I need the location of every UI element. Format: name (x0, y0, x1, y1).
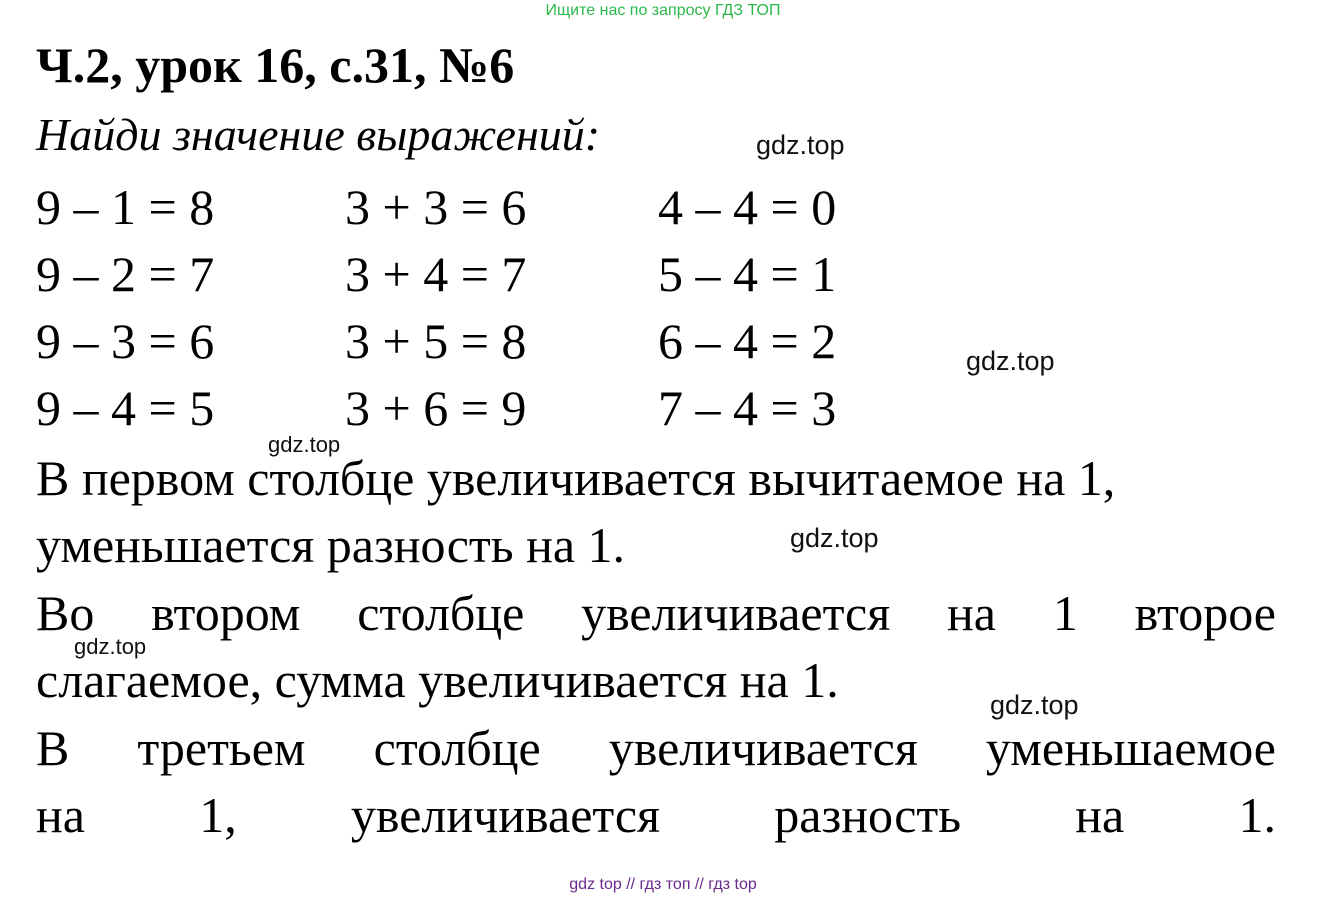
watermark: gdz.top (790, 523, 879, 553)
equation-col3-row1: 4 – 4 = 0 (658, 179, 837, 235)
task-statement: Найди значение выражений: (36, 109, 601, 160)
explanation-paragraph-2 (36, 580, 1276, 714)
watermark: gdz.top (990, 690, 1079, 720)
paragraph-3-line-2: на 1, увеличивается разность на 1. (36, 787, 1276, 843)
equation-col3-row4: 7 – 4 = 3 (658, 380, 837, 436)
equation-col2-row2: 3 + 4 = 7 (345, 246, 527, 302)
watermark: gdz.top (966, 346, 1055, 376)
watermark: gdz.top (756, 130, 845, 160)
equation-col1-row1: 9 – 1 = 8 (36, 179, 215, 235)
top-banner: Ищите нас по запросу ГДЗ ТОП (545, 2, 781, 19)
equation-col3-row3: 6 – 4 = 2 (658, 313, 837, 369)
equation-col1-row2: 9 – 2 = 7 (36, 246, 215, 302)
equation-col1-row3: 9 – 3 = 6 (36, 313, 215, 369)
watermark: gdz.top (74, 634, 147, 659)
paragraph-2-line-2: слагаемое, сумма увеличивается на 1. (36, 652, 839, 708)
paragraph-1-line-2: уменьшается разность на 1. (36, 517, 626, 573)
equation-col2-row3: 3 + 5 = 8 (345, 313, 527, 369)
equation-col2-row1: 3 + 3 = 6 (345, 179, 527, 235)
watermark: gdz.top (268, 432, 341, 457)
equation-col3-row2: 5 – 4 = 1 (658, 246, 837, 302)
bottom-banner: gdz top // гдз топ // гдз top (569, 876, 757, 893)
equation-col2-row4: 3 + 6 = 9 (345, 380, 527, 436)
equation-col1-row4: 9 – 4 = 5 (36, 380, 215, 436)
explanation-paragraph-1 (36, 445, 1276, 579)
paragraph-2-line-1: Во втором столбце увеличивается на 1 второе (36, 585, 1276, 641)
page-title: Ч.2, урок 16, с.31, №6 (36, 37, 515, 93)
paragraph-3-line-1: В третьем столбце увеличивается уменьшаемое (36, 720, 1276, 776)
paragraph-1-line-1: В первом столбце увеличивается вычитаемое на 1, (36, 450, 1116, 506)
explanation-paragraph-3 (36, 715, 1276, 849)
